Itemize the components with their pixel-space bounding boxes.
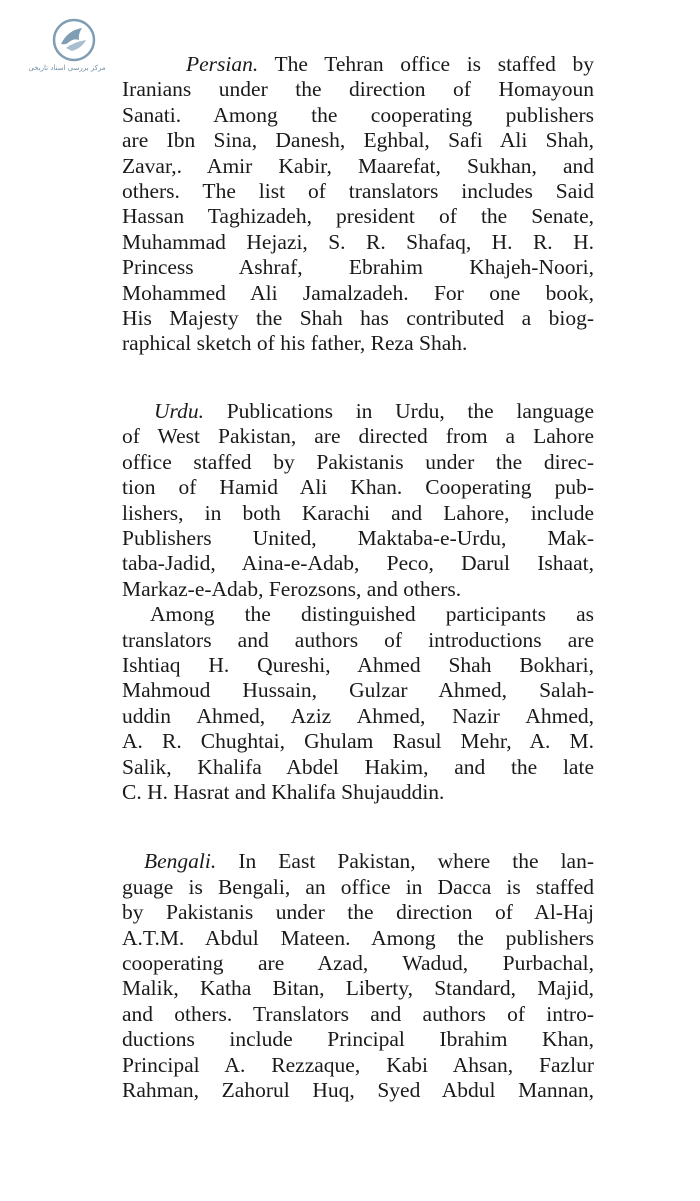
text-line: others. The list of translators includes Said (122, 179, 594, 204)
watermark-text: مرکز بررسی اسناد تاریخی (28, 64, 106, 72)
text-line: are Ibn Sina, Danesh, Eghbal, Safi Ali Shah, (122, 128, 594, 153)
text-line: C. H. Hasrat and Khalifa Shujauddin. (122, 779, 445, 804)
text-line: Markaz-e-Adab, Ferozsons, and others. (122, 576, 462, 601)
paragraph-bengali (122, 849, 594, 1103)
paragraph-lead: Urdu. (154, 398, 204, 423)
text-line: and others. Translators and authors of intro- (122, 1001, 594, 1026)
text-line: Ishtiaq H. Qureshi, Ahmed Shah Bokhari, (122, 652, 594, 677)
paragraph-persian (122, 52, 594, 357)
text-line: by Pakistanis under the direction of Al-Haj (122, 900, 594, 925)
bird-emblem-icon (52, 18, 96, 62)
text-line: office staffed by Pakistanis under the direc- (122, 449, 594, 474)
text-line: Mahmoud Hussain, Gulzar Ahmed, Salah- (122, 678, 594, 703)
text-line: A. R. Chughtai, Ghulam Rasul Mehr, A. M. (122, 729, 594, 754)
text-line: Mohammed Ali Jamalzadeh. For one book, (122, 280, 594, 305)
text-line: Iranians under the direction of Homayoun (122, 77, 594, 102)
text-line: Sanati. Among the cooperating publishers (122, 102, 594, 127)
text-line: A.T.M. Abdul Mateen. Among the publishers (122, 925, 594, 950)
paragraph-urdu (122, 399, 594, 602)
text-line: uddin Ahmed, Aziz Ahmed, Nazir Ahmed, (122, 703, 594, 728)
text-line: Persian. The Tehran office is staffed by (186, 52, 594, 76)
text-line: cooperating are Azad, Wadud, Purbachal, (122, 951, 594, 975)
text-line: Publishers United, Maktaba-e-Urdu, Mak- (122, 525, 594, 550)
text-line: translators and authors of introductions are (122, 627, 594, 652)
watermark (22, 18, 112, 78)
text-line: Bengali. In East Pakistan, where the lan- (144, 849, 594, 874)
text-line: ductions include Principal Ibrahim Khan, (122, 1027, 594, 1052)
text-line: of West Pakistan, are directed from a Lahore (122, 424, 594, 449)
text-line: Zavar,. Amir Kabir, Maarefat, Sukhan, and (122, 153, 594, 178)
paragraph-lead: Bengali. (144, 849, 217, 874)
text-line: Princess Ashraf, Ebrahim Khajeh-Noori, (122, 255, 594, 280)
text-line: raphical sketch of his father, Reza Shah. (122, 331, 468, 356)
text-line: Salik, Khalifa Abdel Hakim, and the late (122, 754, 594, 779)
text-line: His Majesty the Shah has contributed a biog- (122, 306, 594, 331)
text-line: Malik, Katha Bitan, Liberty, Standard, Majid, (122, 976, 594, 1001)
text-line: tion of Hamid Ali Khan. Cooperating pub- (122, 475, 594, 500)
text-line: Hassan Taghizadeh, president of the Senate, (122, 204, 594, 229)
text-line: Rahman, Zahorul Huq, Syed Abdul Mannan, (122, 1078, 594, 1103)
text-line: guage is Bengali, an office in Dacca is staffed (122, 874, 594, 899)
text-line: Urdu. Publications in Urdu, the language (154, 398, 594, 423)
text-line: Principal A. Rezzaque, Kabi Ahsan, Fazlur (122, 1052, 594, 1077)
text-line: Muhammad Hejazi, S. R. Shafaq, H. R. H. (122, 229, 594, 254)
text-line: Among the distinguished participants as (150, 602, 594, 627)
document-page (122, 52, 594, 1103)
text-line: taba-Jadid, Aina-e-Adab, Peco, Darul Ishaat, (122, 551, 594, 576)
paragraph-lead: Persian. (186, 52, 259, 76)
paragraph-urdu-participants (122, 602, 594, 805)
text-line: lishers, in both Karachi and Lahore, include (122, 500, 594, 525)
